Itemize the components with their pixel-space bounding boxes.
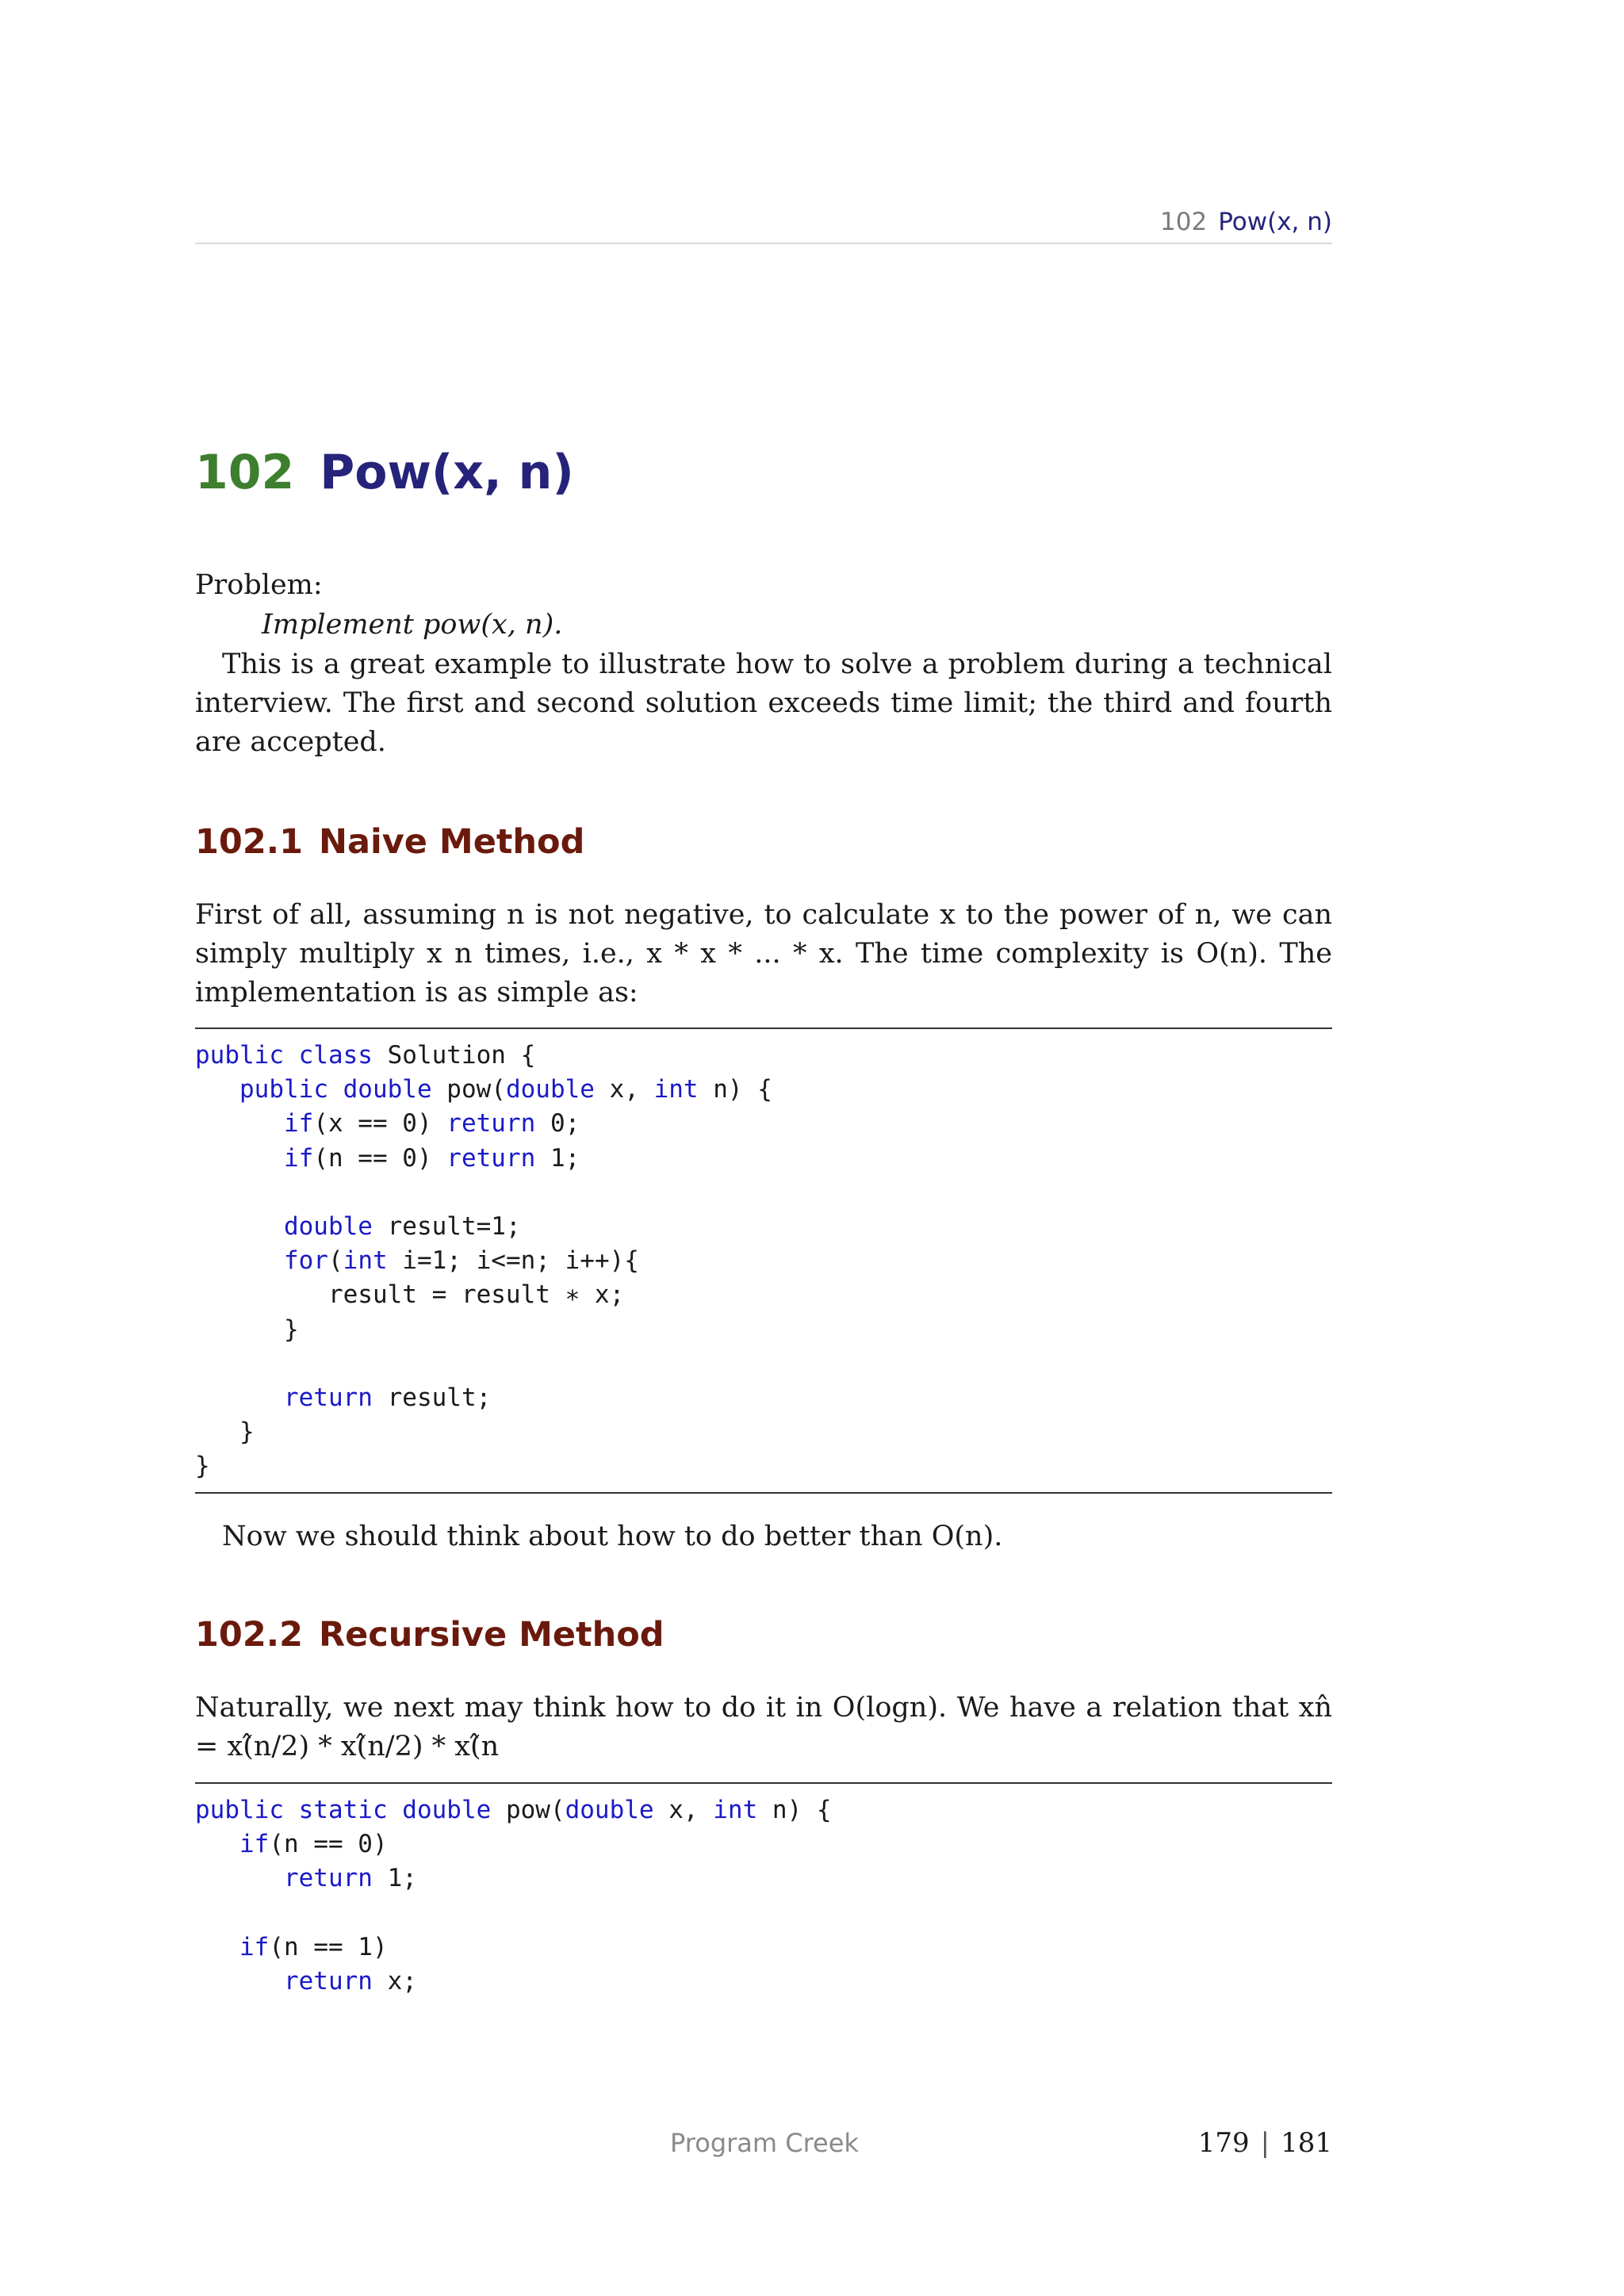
code-line <box>195 1793 1332 1827</box>
code-text: } <box>195 1418 255 1447</box>
code-text: pow( <box>431 1075 506 1104</box>
current-page: 179 <box>1197 2127 1250 2159</box>
code-line <box>195 1449 1332 1483</box>
code-line <box>195 1244 1332 1278</box>
code-keyword: return <box>283 1864 373 1893</box>
chapter-number: 102 <box>195 445 295 500</box>
naive-method-paragraph: First of all, assuming n is not negative, to calculate x to the power of n, we can simply multiply x n times, i.e., x * x * ... * x. The time complexity is O(n). The implementation is as simple as: <box>195 899 1332 1008</box>
section-title-text: Recursive Method <box>319 1615 665 1655</box>
code-text: result; <box>372 1383 492 1412</box>
running-header-chapter-number: 102 <box>1160 208 1208 236</box>
code-text <box>195 1212 284 1241</box>
code-text: ( <box>327 1246 343 1276</box>
code-keyword: int <box>343 1246 388 1276</box>
code-keyword: int <box>653 1075 699 1104</box>
code-line <box>195 1039 1332 1073</box>
code-text <box>195 1933 239 1961</box>
page-number <box>1094 2125 1332 2161</box>
code-line <box>195 1896 1332 1931</box>
problem-label: Problem: <box>195 569 323 601</box>
code-text <box>195 1864 284 1892</box>
code-text: (n == 0) <box>313 1143 447 1173</box>
running-header-chapter-title: Pow(x, n) <box>1218 208 1332 236</box>
code-keyword: if <box>239 1830 270 1859</box>
intro-paragraph: This is a great example to illustrate how to solve a problem during a technical interview. The first and second solution exceeds time limit; the third and fourth are accepted. <box>195 649 1332 758</box>
code-text: x, <box>594 1075 654 1104</box>
code-text: (n == 1) <box>269 1932 388 1961</box>
code-text: result = result ∗ x; <box>195 1280 625 1310</box>
code-keyword: return <box>446 1109 536 1138</box>
problem-statement: Implement pow(x, n). <box>262 609 563 641</box>
code-text: } <box>195 1314 299 1344</box>
total-pages: 181 <box>1281 2127 1332 2159</box>
code-block-naive-method <box>195 1027 1332 1494</box>
code-text: pow( <box>491 1796 565 1824</box>
code-keyword: return <box>283 1966 373 1996</box>
code-line <box>195 1176 1332 1210</box>
code-text <box>195 1383 284 1412</box>
code-line <box>195 1278 1332 1312</box>
code-line <box>195 1381 1332 1415</box>
code-text: (n == 0) <box>269 1830 388 1859</box>
section-title-naive-method <box>195 818 584 866</box>
code-keyword: if <box>239 1932 270 1961</box>
code-text: n) { <box>757 1796 832 1824</box>
section-number: 102.1 <box>195 822 304 862</box>
code-keyword: public double <box>239 1075 432 1104</box>
code-text: x; <box>372 1966 417 1996</box>
code-line <box>195 1073 1332 1107</box>
code-line <box>195 1931 1332 1965</box>
code-text <box>195 1075 239 1104</box>
code-keyword: double <box>565 1796 654 1824</box>
code-text: i=1; i<=n; i++){ <box>387 1246 639 1276</box>
code-text: x, <box>653 1796 714 1824</box>
code-text: 1; <box>372 1864 417 1893</box>
code-text <box>195 1830 239 1858</box>
chapter-title-text: Pow(x, n) <box>320 445 574 500</box>
chapter-title <box>195 441 574 504</box>
code-text <box>195 1109 284 1138</box>
page-separator: | <box>1260 2127 1270 2159</box>
code-text: } <box>195 1452 210 1481</box>
code-keyword: return <box>446 1143 536 1173</box>
code-line <box>195 1862 1332 1896</box>
code-block-recursive-method <box>195 1782 1332 1999</box>
code-text <box>195 1246 284 1275</box>
code-line <box>195 1965 1332 1999</box>
footer-book-title: Program Creek <box>670 2128 859 2158</box>
code-keyword: for <box>283 1246 328 1276</box>
code-line <box>195 1827 1332 1862</box>
code-line <box>195 1313 1332 1347</box>
code-text <box>195 1144 284 1173</box>
code-text <box>195 1967 284 1996</box>
section-title-text: Naive Method <box>319 822 585 862</box>
code-text: 1; <box>535 1143 580 1173</box>
code-line <box>195 1415 1332 1449</box>
after-naive-paragraph: Now we should think about how to do better than O(n). <box>222 1521 1003 1552</box>
code-keyword: public class <box>195 1041 373 1070</box>
code-text: (x == 0) <box>313 1109 447 1138</box>
code-text: n) { <box>698 1075 772 1104</box>
code-line <box>195 1107 1332 1141</box>
code-text: Solution { <box>372 1041 536 1070</box>
code-text: 0; <box>535 1109 580 1138</box>
code-keyword: public static double <box>195 1796 492 1824</box>
code-line <box>195 1210 1332 1244</box>
recursive-method-paragraph: Naturally, we next may think how to do it in O(logn). We have a relation that xn̂ = x(̂n/2) * x(̂n/2) * x(̂n <box>195 1692 1332 1762</box>
code-keyword: if <box>283 1109 314 1138</box>
code-text: result=1; <box>372 1211 521 1241</box>
section-title-recursive-method <box>195 1611 665 1659</box>
code-line <box>195 1347 1332 1381</box>
code-keyword: double <box>283 1211 373 1241</box>
running-header <box>195 205 1332 244</box>
section-number: 102.2 <box>195 1615 304 1655</box>
code-keyword: if <box>283 1143 314 1173</box>
code-keyword: return <box>283 1383 373 1412</box>
code-keyword: double <box>505 1075 595 1104</box>
code-line <box>195 1142 1332 1176</box>
code-keyword: int <box>713 1796 758 1824</box>
